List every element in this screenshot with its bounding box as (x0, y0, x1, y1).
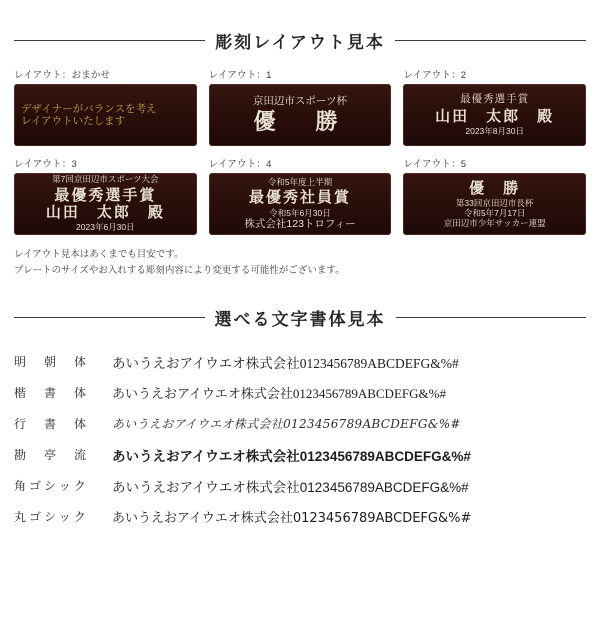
font-name: 楷 書 体 (14, 386, 90, 401)
font-sample-row (14, 346, 586, 377)
font-name: 明 朝 体 (14, 355, 90, 370)
plate-cell (209, 156, 392, 235)
plate-line: 最優秀社員賞 (248, 189, 351, 207)
font-sample-text: あいうえおアイウエオ株式会社0123456789ABCDEFG&%# (112, 511, 472, 527)
font-sample-row (14, 501, 586, 532)
engraving-plate-3 (14, 173, 197, 235)
font-sample-text: あいうえおアイウエオ株式会社0123456789ABCDEFG&%# (112, 417, 461, 432)
heading-rule-right (395, 40, 586, 41)
font-section-heading (14, 305, 586, 330)
plate-line: 2023年6月30日 (76, 222, 135, 233)
font-sample-row (14, 439, 586, 470)
engraving-plate-4 (209, 173, 392, 235)
page-root (0, 28, 600, 628)
font-sample-text: あいうえおアイウエオ株式会社0123456789ABCDEFG&%# (112, 355, 459, 371)
plate-line: 京田辺市少年サッカー連盟 (443, 217, 546, 228)
plate-label: レイアウト：5 (403, 159, 467, 170)
plate-line: レイアウトいたします (21, 115, 126, 127)
font-name: 角ゴシック (14, 479, 89, 494)
plate-cell (403, 67, 586, 146)
plate-line: 山田 太郎 殿 (435, 107, 555, 125)
engraving-plate-5 (403, 173, 586, 235)
plate-line: 最優秀選手賞 (54, 186, 157, 204)
plate-label: レイアウト：1 (208, 70, 272, 81)
plate-line: 株式会社123トロフィー (244, 218, 356, 231)
font-section-title: 選べる文字書体見本 (214, 310, 386, 330)
plate-line: 2023年8月30日 (465, 125, 524, 136)
plate-line: 令和5年7月17日 (463, 207, 526, 218)
engraving-plate-omakase (14, 84, 197, 146)
plate-label: レイアウト：2 (403, 70, 467, 81)
font-sample-row (14, 408, 586, 439)
font-sample-row (14, 377, 586, 408)
plate-line: 最優秀選手賞 (460, 93, 530, 106)
plate-cell (14, 156, 197, 235)
font-sample-row (14, 470, 586, 501)
heading-rule-right (396, 317, 587, 318)
heading-rule-left (14, 317, 205, 318)
heading-rule-left (14, 40, 205, 41)
engraving-plate-1 (209, 84, 392, 146)
font-sample-text: あいうえおアイウエオ株式会社0123456789ABCDEFG&%# (112, 448, 471, 464)
layout-note-line-1: レイアウト見本はあくまでも目安です。 (14, 249, 184, 260)
plate-cell (14, 67, 197, 146)
font-name: 丸ゴシック (14, 510, 89, 525)
layout-section-title: 彫刻レイアウト見本 (215, 33, 385, 52)
plate-line: 優 勝 (469, 179, 521, 197)
layout-note (14, 247, 586, 279)
engraving-plate-2 (403, 84, 586, 146)
font-sample-text: あいうえおアイウエオ株式会社0123456789ABCDEFG&%# (112, 386, 446, 402)
plate-line: 山田 太郎 殿 (45, 204, 165, 221)
font-name: 行 書 体 (14, 417, 90, 432)
plate-label: レイアウト：おまかせ (14, 70, 111, 81)
plate-label: レイアウト：3 (14, 159, 77, 170)
layout-note-line-2: プレートのサイズやお入れする彫刻内容により変更する可能性がございます。 (14, 265, 345, 277)
font-name: 勘 亭 流 (14, 448, 90, 463)
font-sample-table (14, 346, 586, 532)
plate-cell (209, 67, 392, 146)
plate-line: 令和5年6月30日 (269, 207, 331, 218)
plate-sample-grid (14, 67, 586, 235)
layout-section-heading (14, 28, 586, 53)
plate-line: 第7回京田辺市スポーツ大会 (52, 173, 159, 184)
plate-line: 令和5年度上半期 (267, 176, 333, 187)
font-sample-text: あいうえおアイウエオ株式会社0123456789ABCDEFG&%# (112, 479, 469, 495)
plate-label: レイアウト：4 (208, 159, 272, 170)
plate-line: デザイナーがバランスを考え (21, 102, 157, 115)
plate-cell (403, 156, 586, 235)
plate-line: 京田辺市スポーツ杯 (252, 95, 348, 108)
plate-line: 優 勝 (253, 109, 347, 135)
plate-line: 第33回京田辺市長杯 (455, 197, 534, 208)
